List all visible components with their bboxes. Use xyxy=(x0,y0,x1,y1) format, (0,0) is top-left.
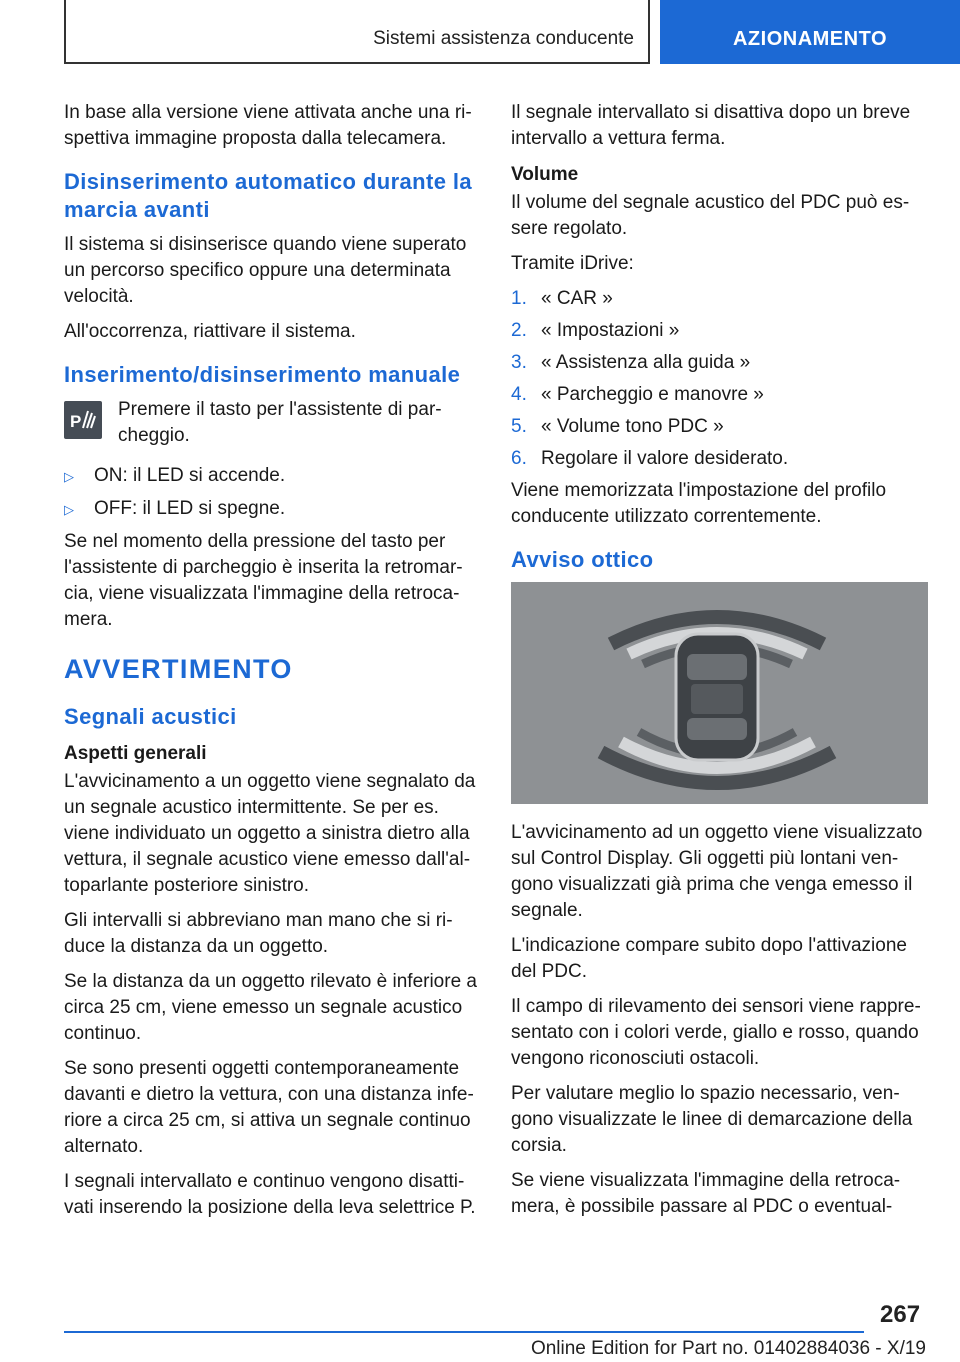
parking-assistant-button-icon xyxy=(64,401,102,439)
parking-button-row xyxy=(64,397,479,449)
visual-paragraph-3: Il campo di rilevamento dei sensori viene rappresentato con i colori verde, giallo e rosso, quando vengono riconosciuti ostacoli. xyxy=(511,996,921,1069)
list-item: 2. « Impostazioni » xyxy=(511,320,680,341)
idrive-paragraph: Tramite iDrive: xyxy=(511,253,634,274)
list-item: ▷ OFF: il LED si spegne. xyxy=(64,496,479,522)
header-section-title: Sistemi assistenza conducente xyxy=(373,28,634,49)
header-chapter-tab xyxy=(660,0,960,64)
general-paragraph-5: I segnali intervallato e continuo vengono disattivati inserendo la posizione della leva selettrice P. xyxy=(64,1171,476,1218)
general-paragraph-4: Se sono presenti oggetti contemporaneamente davanti e dietro la vettura, con una distanza inferiore a circa 25 cm, si attiva un segnale continuo alternato. xyxy=(64,1058,474,1157)
list-item: 1. « CAR » xyxy=(511,288,613,309)
list-item: 6. Regolare il valore desiderato. xyxy=(511,448,789,469)
general-paragraph-2: Gli intervalli si abbreviano man mano che si riduce la distanza da un oggetto. xyxy=(64,910,453,957)
saved-paragraph: Viene memorizzata l'impostazione del profilo conducente utilizzato correntemente. xyxy=(511,480,887,527)
footer-edition: Online Edition for Part no. 01402884036 - X/19 xyxy=(530,1338,926,1359)
list-item: ▷ ON: il LED si accende. xyxy=(64,463,479,489)
heading-auto-off: Disinserimento automatico durante la marcia avanti xyxy=(64,169,473,222)
list-item: 4. « Parcheggio e manovre » xyxy=(511,384,764,405)
triangle-bullet-icon: ▷ xyxy=(64,502,74,517)
pdc-display-illustration xyxy=(511,582,928,804)
left-column xyxy=(64,100,479,1230)
general-paragraph-3: Se la distanza da un oggetto rilevato è inferiore a circa 25 cm, viene emesso un segnale acustico continuo. xyxy=(64,971,477,1044)
visual-paragraph-2: L'indicazione compare subito dopo l'attivazione del PDC. xyxy=(511,935,907,982)
heading-visual: Avviso ottico xyxy=(511,547,654,572)
header-chapter-label: AZIONAMENTO xyxy=(732,28,887,50)
visual-paragraph-5: Se viene visualizzata l'immagine della retrocamera, è possibile passare al PDC o eventual- xyxy=(511,1170,901,1217)
heading-volume: Volume xyxy=(511,164,579,185)
triangle-bullet-icon: ▷ xyxy=(64,469,74,484)
stop-paragraph: Il segnale intervallato si disattiva dopo un breve intervallo a vettura ferma. xyxy=(511,102,911,149)
reverse-paragraph: Se nel momento della pressione del tasto per l'assistente di parcheggio è inserita la retromarcia, viene visualizzata l'immagine della retrocamera. xyxy=(64,531,463,630)
auto-off-paragraph-1: Il sistema si disinserisce quando viene superato un percorso specifico oppure una determinata velocità. xyxy=(64,234,467,307)
auto-off-paragraph-2: All'occorrenza, riattivare il sistema. xyxy=(64,321,356,342)
list-item: 5. « Volume tono PDC » xyxy=(511,416,724,437)
heading-acoustic: Segnali acustici xyxy=(64,704,237,729)
volume-paragraph: Il volume del segnale acustico del PDC può essere regolato. xyxy=(511,192,910,239)
list-item: 3. « Assistenza alla guida » xyxy=(511,352,751,373)
general-paragraph-1: L'avvicinamento a un oggetto viene segnalato da un segnale acustico intermittente. Se per es. viene individuato un oggetto a sinistra dietro alla vettura, il segnale acustico viene emesso dall'altoparlante posteriore sinistro. xyxy=(64,771,476,896)
idrive-steps-list xyxy=(511,286,926,472)
page-number: 267 xyxy=(880,1301,921,1328)
intro-paragraph: In base alla versione viene attivata anche una rispettiva immagine proposta dalla telecamera. xyxy=(64,102,472,149)
header-section-box xyxy=(64,0,650,64)
led-bullet-list xyxy=(64,463,479,522)
visual-paragraph-1: L'avvicinamento ad un oggetto viene visualizzato sul Control Display. Gli oggetti più lontani vengono visualizzati già prima che venga emesso il segnale. xyxy=(511,822,923,921)
svg-text:P: P xyxy=(70,412,82,431)
parking-button-text: Premere il tasto per l'assistente di parcheggio. xyxy=(118,399,442,446)
visual-paragraph-4: Per valutare meglio lo spazio necessario, vengono visualizzate le linee di demarcazione della corsia. xyxy=(511,1083,913,1156)
heading-manual: Inserimento/disinserimento manuale xyxy=(64,362,461,387)
heading-warning: AVVERTIMENTO xyxy=(64,654,293,684)
footer-divider xyxy=(64,1331,864,1333)
right-column xyxy=(511,100,926,1229)
heading-general: Aspetti generali xyxy=(64,743,207,764)
